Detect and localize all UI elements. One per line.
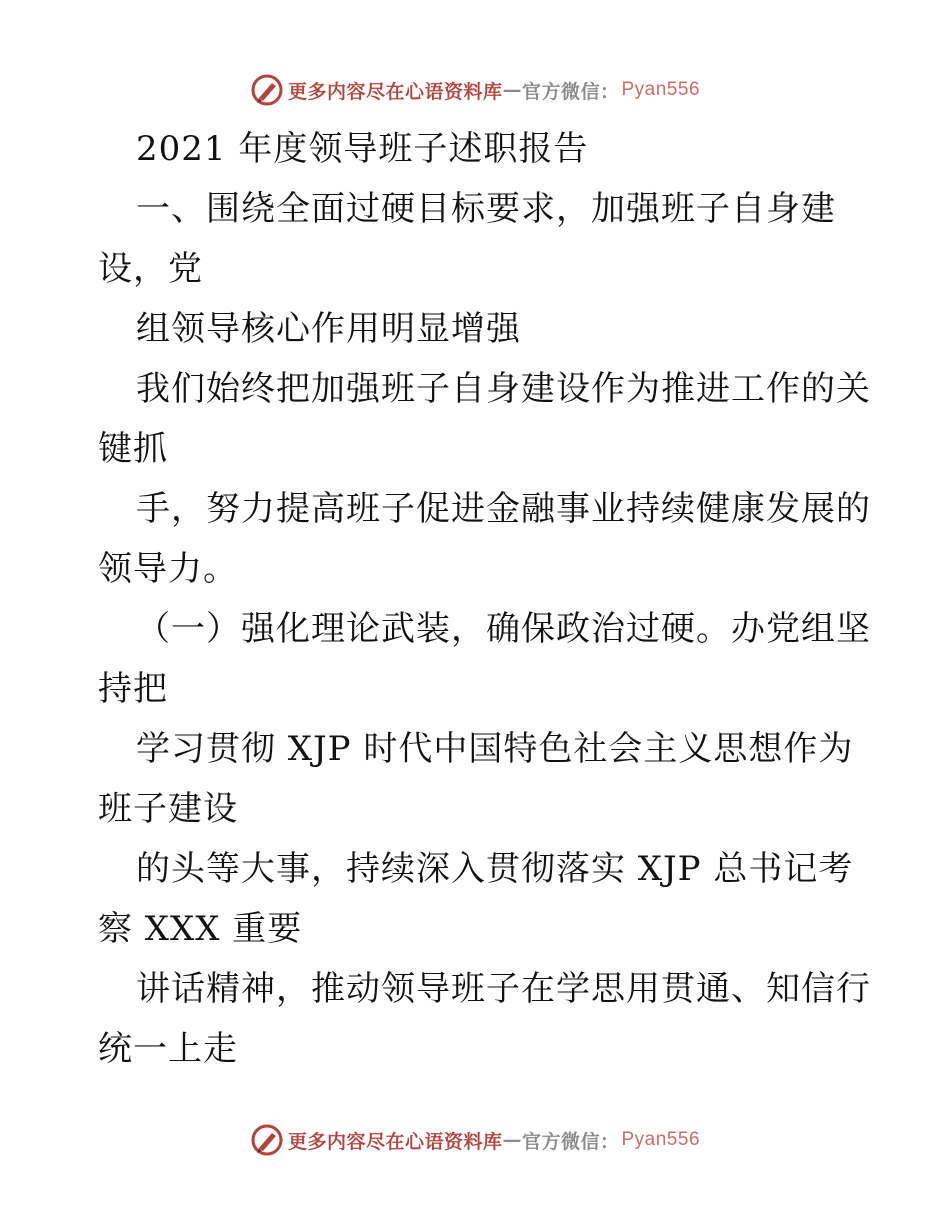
wrapped-line: 设，党 bbox=[98, 249, 203, 289]
wrapped-line: 持把 bbox=[98, 669, 168, 709]
pen-logo-icon bbox=[250, 1123, 284, 1157]
paragraph-line: 讲话精神，推动领导班子在学思用贯通、知信行 bbox=[136, 969, 871, 1009]
wrapped-line: 察 XXX 重要 bbox=[98, 909, 303, 949]
watermark-dash: — bbox=[502, 1129, 522, 1151]
header-watermark bbox=[0, 70, 950, 110]
document-title: 2021 年度领导班子述职报告 bbox=[136, 129, 589, 169]
wrapped-line: 键抓 bbox=[98, 429, 168, 469]
watermark-official-label: 官方微信： bbox=[521, 1130, 620, 1153]
wrapped-line: 统一上走 bbox=[98, 1029, 238, 1069]
paragraph-line: 学习贯彻 XJP 时代中国特色社会主义思想作为 bbox=[136, 729, 854, 769]
wrapped-line: 领导力。 bbox=[98, 549, 238, 589]
section-heading-line: 组领导核心作用明显增强 bbox=[136, 309, 521, 349]
watermark-handle: Pyan556 bbox=[621, 79, 701, 100]
section-heading-line: 一、围绕全面过硬目标要求，加强班子自身建 bbox=[136, 189, 836, 229]
watermark-official-label: 官方微信： bbox=[521, 80, 620, 103]
pen-logo-icon bbox=[250, 73, 284, 107]
watermark-text: 更多内容尽在心语资料库 bbox=[287, 1130, 503, 1153]
watermark-dash: — bbox=[502, 79, 522, 101]
document-body bbox=[98, 120, 871, 1080]
footer-watermark bbox=[0, 1120, 950, 1160]
watermark-text: 更多内容尽在心语资料库 bbox=[287, 80, 503, 103]
wrapped-line: 班子建设 bbox=[98, 789, 238, 829]
watermark-handle: Pyan556 bbox=[621, 1129, 701, 1150]
subsection-heading-line: （一）强化理论武装，确保政治过硬。办党组坚 bbox=[136, 609, 871, 649]
paragraph-line: 手，努力提高班子促进金融事业持续健康发展的 bbox=[136, 489, 871, 529]
paragraph-line: 我们始终把加强班子自身建设作为推进工作的关 bbox=[136, 369, 871, 409]
paragraph-line: 的头等大事，持续深入贯彻落实 XJP 总书记考 bbox=[136, 849, 854, 889]
